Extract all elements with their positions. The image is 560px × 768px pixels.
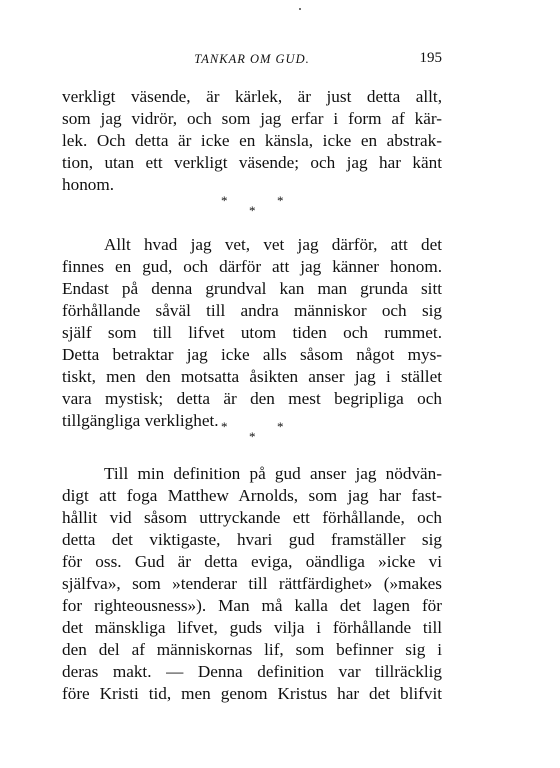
- print-speck: [299, 8, 301, 10]
- text-line: den del af människornas lif, som befinner sig i: [62, 640, 442, 659]
- text-line: själfva», som »tenderar till rättfärdighet» (»makes: [62, 574, 442, 593]
- text-line: tillgängliga verklighet.: [62, 411, 219, 430]
- text-line: Detta betraktar jag icke alls såsom något mys-: [62, 345, 442, 364]
- section-asterism: [215, 194, 295, 220]
- asterisk-mark: *: [221, 419, 228, 434]
- text-line: själf som till lifvet utom tiden och rummet.: [62, 323, 442, 342]
- text-line: digt att foga Matthew Arnolds, som jag har fast-: [62, 486, 442, 505]
- text-line: verkligt väsende, är kärlek, är just detta allt,: [62, 87, 442, 106]
- text-line: för oss. Gud är detta eviga, oändliga »icke vi: [62, 552, 442, 571]
- asterisk-mark: *: [277, 193, 284, 208]
- page-number: 195: [419, 50, 442, 66]
- running-header: [62, 50, 442, 70]
- asterisk-mark: *: [221, 193, 228, 208]
- text-line: det mänskliga lifvet, guds vilja i förhållande till: [62, 618, 442, 637]
- text-line: förhållande såväl till andra människor och sig: [62, 301, 442, 320]
- paragraph-continuation: [62, 86, 442, 196]
- text-line: Till min definition på gud anser jag nödvän-: [104, 464, 442, 483]
- paragraph-till-min-definition: [62, 463, 442, 705]
- text-line: hållit vid såsom uttryckande ett förhållande, och: [62, 508, 442, 527]
- text-line: finnes en gud, och därför att jag känner honom.: [62, 257, 442, 276]
- text-line: vara mystisk; detta är den mest begripliga och: [62, 389, 442, 408]
- asterisk-mark: *: [249, 203, 256, 218]
- text-line: lek. Och detta är icke en känsla, icke en abstrak-: [62, 131, 442, 150]
- text-line: tion, utan ett verkligt väsende; och jag har känt: [62, 153, 442, 172]
- running-title: TANKAR OM GUD.: [194, 52, 310, 66]
- text-line: honom.: [62, 175, 115, 194]
- section-asterism: [215, 420, 295, 446]
- text-line: deras makt. — Denna definition var tillräcklig: [62, 662, 442, 681]
- asterisk-mark: *: [249, 429, 256, 444]
- asterisk-mark: *: [277, 419, 284, 434]
- text-line: for righteousness»). Man må kalla det lagen för: [62, 596, 442, 615]
- text-line: tiskt, men den motsatta åsikten anser jag i stället: [62, 367, 442, 386]
- text-line: före Kristi tid, men genom Kristus har det blifvit: [62, 684, 442, 703]
- text-line: detta det viktigaste, hvari gud framställer sig: [62, 530, 442, 549]
- text-line: Endast på denna grundval kan man grunda sitt: [62, 279, 442, 298]
- text-line: Allt hvad jag vet, vet jag därför, att det: [104, 235, 442, 254]
- paragraph-allt-hvad: [62, 234, 442, 432]
- text-line: som jag vidrör, och som jag erfar i form af kär-: [62, 109, 442, 128]
